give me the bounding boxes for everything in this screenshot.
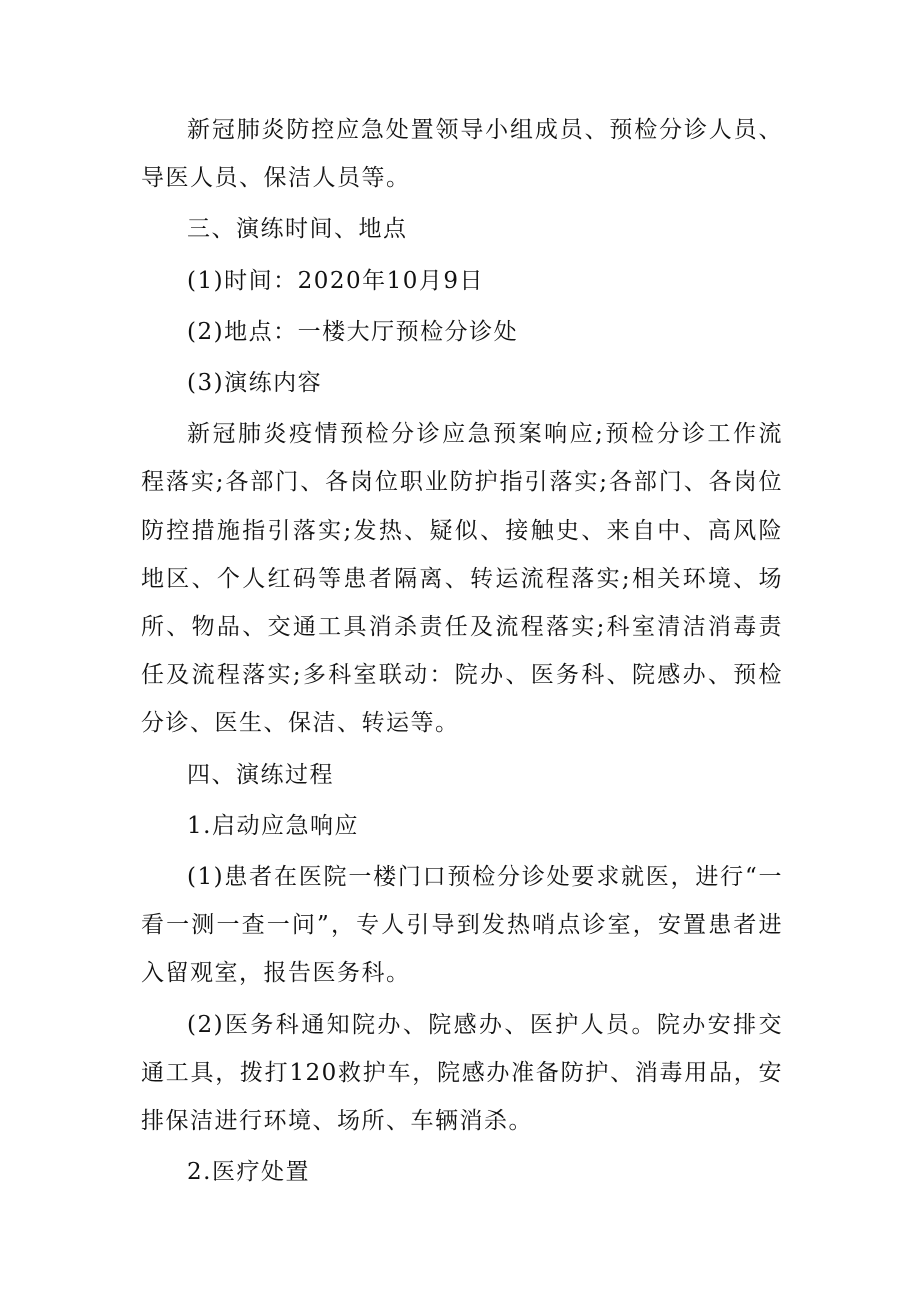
section-heading-time-place: 三、演练时间、地点 <box>187 216 408 243</box>
paragraph-step-1: (1)患者在医院一楼门口预检分诊处要求就医，进行“一看一测一查一问”，专人引导到发热哨点诊室，安置患者进入留观室，报告医务科。 <box>141 864 783 987</box>
paragraph-place: (2)地点：一楼大厅预检分诊处 <box>187 318 519 345</box>
paragraph-participants: 新冠肺炎防控应急处置领导小组成员、预检分诊人员、导医人员、保洁人员等。 <box>141 117 783 192</box>
section-heading-drill-process: 四、演练过程 <box>187 761 334 788</box>
document-body <box>141 106 783 1199</box>
paragraph-step-2: (2)医务科通知院办、院感办、医护人员。院办安排交通工具，拨打120救护车，院感办准备防护、消毒用品，安排保洁进行环境、场所、车辆消杀。 <box>141 1011 783 1135</box>
paragraph-content-heading: (3)演练内容 <box>187 370 323 397</box>
paragraph-time: (1)时间：2020年10月9日 <box>187 267 485 294</box>
subheading-start-response: 1.启动应急响应 <box>187 812 359 839</box>
paragraph-drill-content: 新冠肺炎疫情预检分诊应急预案响应;预检分诊工作流程落实;各部门、各岗位职业防护指引落实;各部门、各岗位防控措施指引落实;发热、疑似、接触史、来自中、高风险地区、个人红码等患者隔离、转运流程落实;相关环境、场所、物品、交通工具消杀责任及流程落实;科室清洁消毒责任及流程落实;多科室联动：院办、医务科、院感办、预检分诊、医生、保洁、转运等。 <box>141 421 783 737</box>
subheading-medical-treatment: 2.医疗处置 <box>187 1159 310 1186</box>
